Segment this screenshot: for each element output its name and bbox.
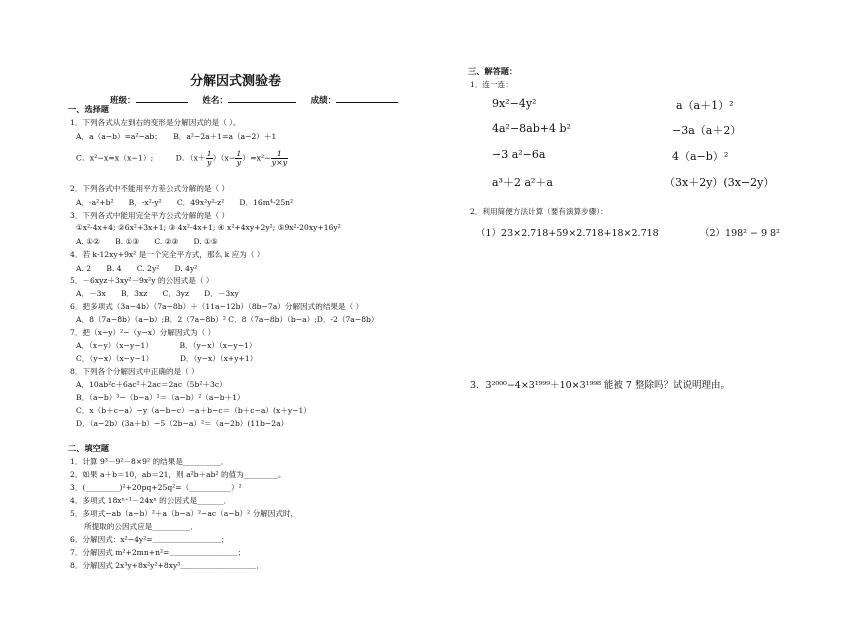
left-line-f2: 2．如果 a＋b＝10，ab＝21，则 a²b＋ab² 的值为_________。 (70, 470, 286, 479)
left-line-q4: 4．若 k-12xy+9x² 是一个完全平方式，那么 k 应为（ ） (70, 250, 265, 259)
right-line-m4: a³＋2 a²＋a (492, 176, 553, 189)
left-line-q8b: B．（a−b）³−（b−a）²＝（a−b）²（a−b＋1） (76, 393, 245, 402)
left-line-f8: 8．分解因式 2x³y+8x²y²+8xy³＿＿＿＿＿＿＿＿＿＿． (70, 561, 264, 570)
class-blank[interactable] (136, 93, 188, 103)
student-info-line (110, 93, 398, 106)
page-title: 分解因式测验卷 (190, 74, 282, 89)
class-label: 班级： (110, 96, 136, 106)
name-label: 姓名： (202, 96, 228, 106)
left-line-q8: 8．下列各个分解因式中正确的是（ ） (70, 367, 199, 376)
left-line-f7: 7．分解因式 m²+2mn+n²=＿＿＿＿＿＿＿＿＿； (70, 548, 246, 557)
left-line-q6o: A．8（7a−8b）（a−b）;B．2（7a−8b）² C．8（7a−8b）（b−a）;D．-2（7a−8b） (76, 315, 379, 324)
right-line-m4r: （3x＋2y）(3x−2y） (664, 176, 775, 189)
right-line-r2a: （1）23×2.718+59×2.718+18×2.718 (476, 228, 659, 239)
score-label: 成绩： (310, 96, 337, 106)
left-line-q3a: A. ①② B. ①③ C. ②③ D. ①⑤ (76, 237, 218, 246)
left-line-q5o: A．－3x B．3xz C．3yz D．－3xy (76, 289, 239, 298)
right-line-m1: 9x²−4y² (492, 97, 537, 110)
name-blank[interactable] (228, 93, 296, 103)
left-line-q7a: A．（x−y）（x−y−1） B．（y−x）（x−y−1） (76, 341, 257, 350)
left-line-f4: 4．多项式 18xⁿ⁺¹－24xⁿ 的公因式是_______． (70, 496, 232, 505)
right-line-m2: 4a²−8ab+4 b² (492, 122, 571, 135)
right-line-m1r: a（a＋1）² (676, 99, 734, 112)
q1-option-d-mid: ）（x− (212, 153, 236, 163)
left-line-q7: 7．把（x−y）²−（y−x）分解因式为（ ） (70, 328, 216, 337)
left-line-f6: 6．分解因式：x²−4y²=＿＿＿＿＿＿＿＿＿； (70, 535, 229, 544)
left-line-q1ab: A．a（a−b）=a²−ab； B．a²−2a＋1=a（a−2）＋1 (76, 132, 277, 141)
left-line-q2: 2．下列各式中不能用平方差公式分解的是（ ） (70, 184, 230, 193)
right-line-r2: 2．利用简便方法计算（要有演算步骤）： (470, 207, 608, 216)
score-blank[interactable] (336, 93, 398, 103)
q1-option-cd (76, 150, 288, 167)
right-line-r1: 1．连一连： (470, 80, 513, 89)
left-line-q8a: A．10ab²c＋6ac²＋2ac＝2ac（5b²＋3c） (76, 380, 227, 389)
left-line-f1: 1．计算 9³－9²－8×9² 的结果是__________． (70, 457, 229, 466)
left-line-f3: 3．(_________)²+20pq+25q²=（___________）² (70, 483, 242, 492)
left-line-f5b: 所提取的公因式应是__________． (84, 522, 198, 531)
left-line-q4o: A. 2 B. 4 C. 2y² D. 4y² (76, 264, 198, 273)
left-line-q8c: C．x（b＋c−a）−y（a−b−c）−a＋b−c＝（b＋c−a）(x＋y−1） (76, 406, 311, 415)
q1-option-d-pre: D．（x＋ (175, 153, 206, 163)
q1-option-d-post: ）=x²− (242, 153, 271, 163)
fraction-1-over-yy: $\frac{1}{y\times y}$ (271, 149, 288, 168)
fraction-1-over-y: $\frac{1}{y}$ (206, 149, 212, 168)
right-line-r3: 3．3²⁰⁰⁰−4×3¹⁹⁹⁹＋10×3¹⁹⁹⁸ 能被 7 整除吗？试说明理由。 (470, 380, 730, 391)
right-line-m3r: 4（a−b）² (672, 150, 729, 163)
left-line-q8d: D．（a−2b）(3a＋b）−5（2b−a）²＝（a−2b）(11b−2a） (76, 419, 289, 428)
left-line-q7c: C．（y−x）（x−y−1） D．（y−x）（x+y+1） (76, 354, 258, 363)
right-line-s3: 三、解答题： (468, 66, 518, 76)
left-line-s1: 一、选择题 (68, 104, 109, 114)
left-line-s2: 二、填空题 (68, 443, 109, 453)
left-line-f5: 5．多项式−ab（a−b）²＋a（b−a）²−ac（a−b）² 分解因式时， (70, 509, 299, 518)
left-line-q3: 3．下列各式中能用完全平方公式分解的是（ ） (70, 211, 230, 220)
left-line-q1: 1．下列各式从左到右的变形是分解因式的是（ ）。 (70, 118, 241, 127)
left-line-q6: 6．把多项式（3a−4b）（7a−8b）＋（11a−12b）（8b−7a）分解因式的结果是（ ） (70, 302, 364, 311)
left-line-q3o: ①x²-4x+4; ②6x²+3x+1; ③ 4x²-4x+1; ④ x²+4xy+2y²; ⑤9x²-20xy+16y² (76, 223, 341, 232)
q1-option-c: C．x²−x=x（x−1）; (76, 153, 154, 163)
right-line-r2b: （2）198² − 9 8² (700, 228, 780, 239)
left-line-q5: 5．－6xyz＋3xy²－9x²y 的公因式是（ ） (70, 276, 214, 285)
right-line-m2r: −3a（a＋2） (672, 124, 742, 137)
fraction-1-over-y-2: $\frac{1}{y}$ (236, 149, 242, 168)
left-line-q2o: A．-a²+b² B．-x²-y² C．49x²y²-z² D．16m⁴-25n² (76, 198, 294, 207)
right-line-m3: −3 a²−6a (492, 148, 546, 161)
